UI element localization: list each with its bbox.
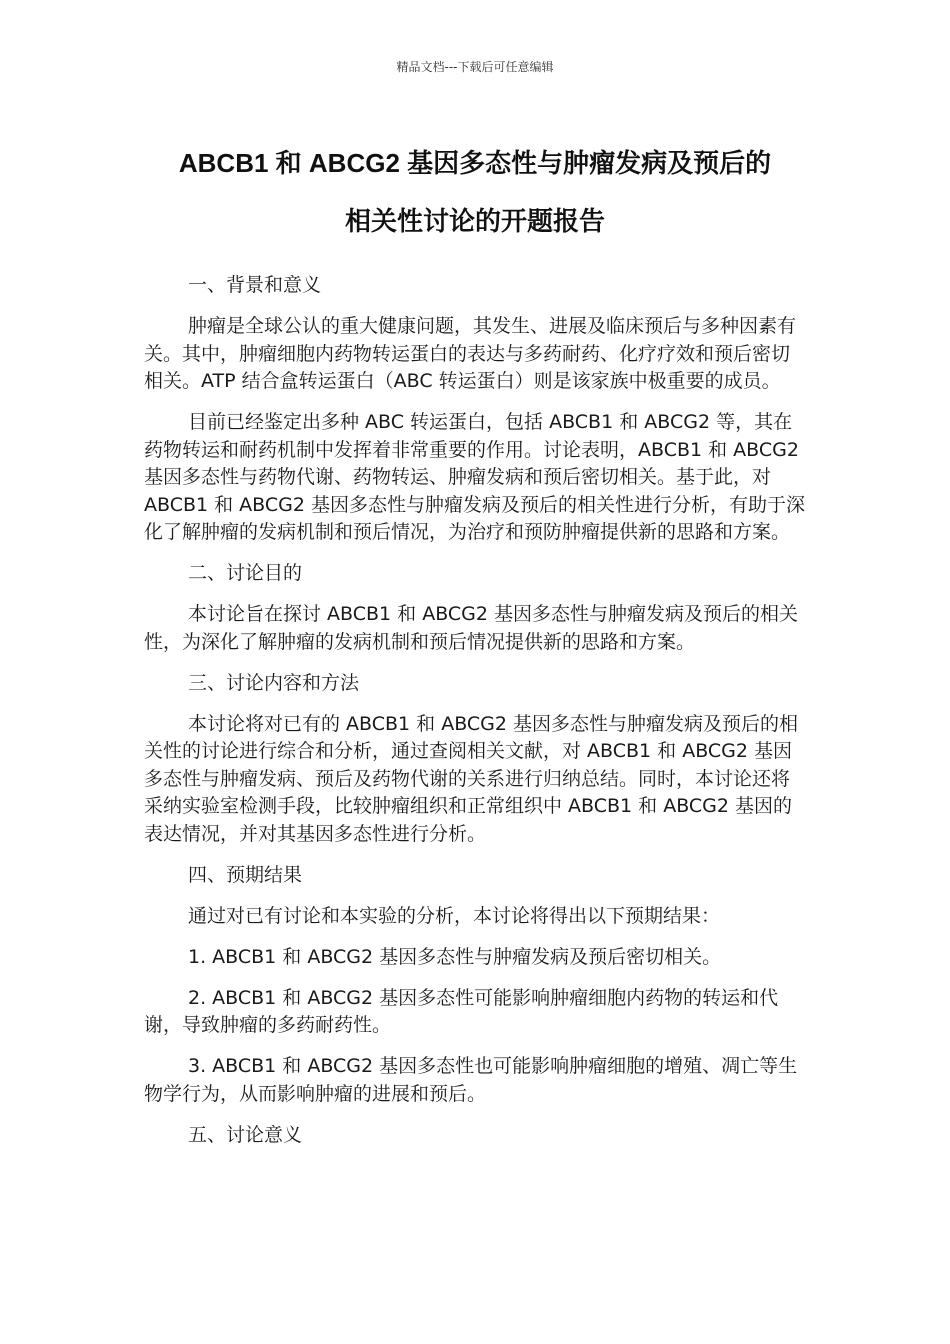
section-heading: 五、讨论意义 [188, 1123, 303, 1146]
paragraph: 目前已经鉴定出多种 ABC 转运蛋白，包括 ABCB1 和 ABCG2 等，其在药物转运和耐药机制中发挥着非常重要的作用。讨论表明，ABCB1 和 ABCG2 基因多态性与药物代谢、药物转运、肿瘤发病和预后密切相关。基于此，对 ABCB1 和 ABCG2 基因多态性与肿瘤发病及预后的相关性进行分析，有助于深化了解肿瘤的发病机制和预后情况，为治疗和预防肿瘤提供新的思路和方案。 [144, 411, 805, 543]
title-line-2: 相关性讨论的开题报告 [344, 206, 605, 236]
section-heading: 一、背景和意义 [188, 274, 322, 296]
list-item: 3. ABCB1 和 ABCG2 基因多态性也可能影响肿瘤细胞的增殖、凋亡等生物学行为，从而影响肿瘤的进展和预后。 [144, 1055, 798, 1105]
paragraph: 本讨论将对已有的 ABCB1 和 ABCG2 基因多态性与肿瘤发病及预后的相关性的讨论进行综合和分析，通过查阅相关文献，对 ABCB1 和 ABCG2 基因多态性与肿瘤发病、预后及药物代谢的关系进行归纳总结。同时，本讨论还将采纳实验室检测手段，比较肿瘤组织和正常组织中 ABCB1 和 ABCG2 基因的表达情况，并对其基因多态性进行分析。 [144, 712, 799, 845]
document-body [144, 272, 808, 1163]
list-item: 1. ABCB1 和 ABCG2 基因多态性与肿瘤发病及预后密切相关。 [188, 945, 722, 968]
section-heading: 二、讨论目的 [188, 562, 303, 584]
title-line-1: ABCB1 和 ABCG2 基因多态性与肿瘤发病及预后的 [178, 148, 772, 178]
header-note: 精品文档---下载后可任意编辑 [396, 60, 554, 74]
paragraph: 肿瘤是全球公认的重大健康问题，其发生、进展及临床预后与多种因素有关。其中，肿瘤细胞内药物转运蛋白的表达与多药耐药、化疗疗效和预后密切相关。ATP 结合盒转运蛋白（ABC 转运蛋白）则是该家族中极重要的成员。 [144, 315, 797, 392]
paragraph: 本讨论旨在探讨 ABCB1 和 ABCG2 基因多态性与肿瘤发病及预后的相关性，为深化了解肿瘤的发病机制和预后情况提供新的思路和方案。 [144, 603, 799, 653]
document-title [120, 134, 830, 250]
section-heading: 四、预期结果 [188, 863, 303, 886]
list-item: 2. ABCB1 和 ABCG2 基因多态性可能影响肿瘤细胞内药物的转运和代谢，导致肿瘤的多药耐药性。 [144, 986, 779, 1036]
section-heading: 三、讨论内容和方法 [188, 671, 360, 694]
paragraph: 通过对已有讨论和本实验的分析，本讨论将得出以下预期结果： [188, 904, 721, 927]
